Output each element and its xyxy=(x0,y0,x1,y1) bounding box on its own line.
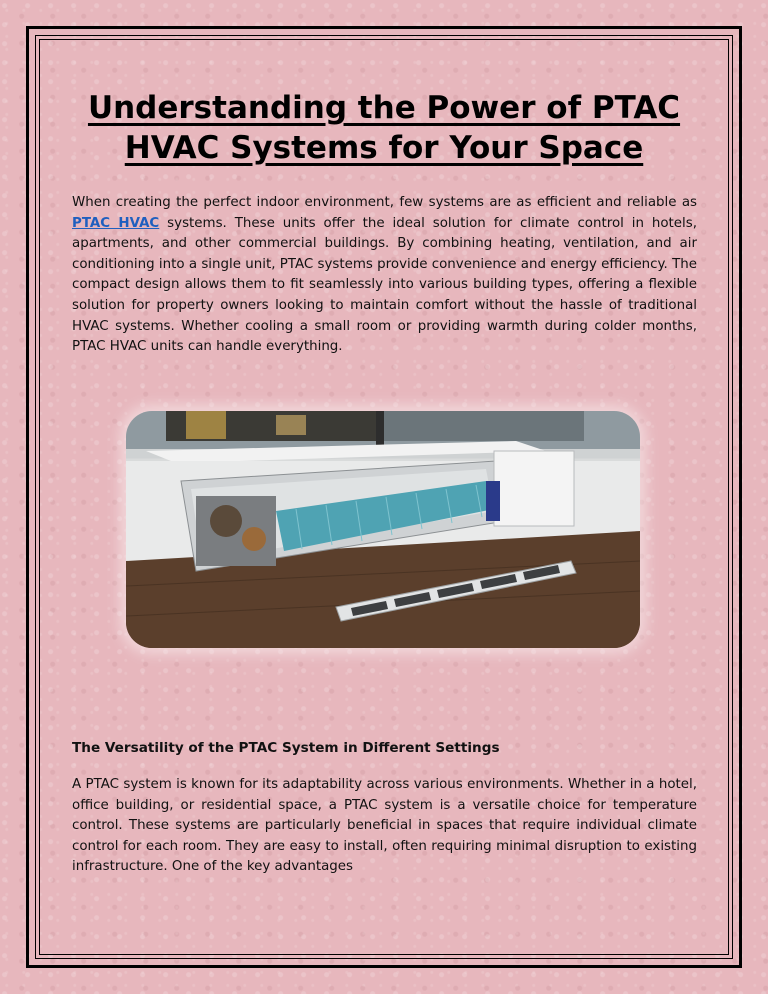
section-paragraph: A PTAC system is known for its adaptability across various environments. Whether in a hotel, office building, or residential space, a PTAC system is a versatile choice for temperature control. These systems are particularly beneficial in spaces that require individual climate control for each room. They are easy to install, often requiring minimal disruption to existing infrastructure. One of the key advantages xyxy=(72,777,697,875)
intro-text-after-link: systems. These units offer the ideal solution for climate control in hotels, apartments, and other commercial buildings. By combining heating, ventilation, and air conditioning into a single unit, PTAC systems provide convenience and energy efficiency. The compact design allows them to fit seamlessly into various building types, offering a flexible solution for property owners looking to maintain comfort without the hassle of traditional HVAC systems. Whether cooling a small room or providing warmth during colder months, PTAC HVAC units can handle everything. xyxy=(72,215,697,355)
page-title: Understanding the Power of PTAC HVAC Systems for Your Space xyxy=(87,90,681,166)
ptac-unit-photo xyxy=(126,411,640,648)
intro-text-before-link: When creating the perfect indoor environment, few systems are as efficient and reliable as xyxy=(72,195,697,210)
ptac-hvac-link[interactable]: PTAC HVAC xyxy=(72,215,160,231)
intro-paragraph xyxy=(72,193,697,358)
ptac-unit-illustration xyxy=(126,411,640,648)
section-heading: The Versatility of the PTAC System in Different Settings xyxy=(72,740,500,756)
